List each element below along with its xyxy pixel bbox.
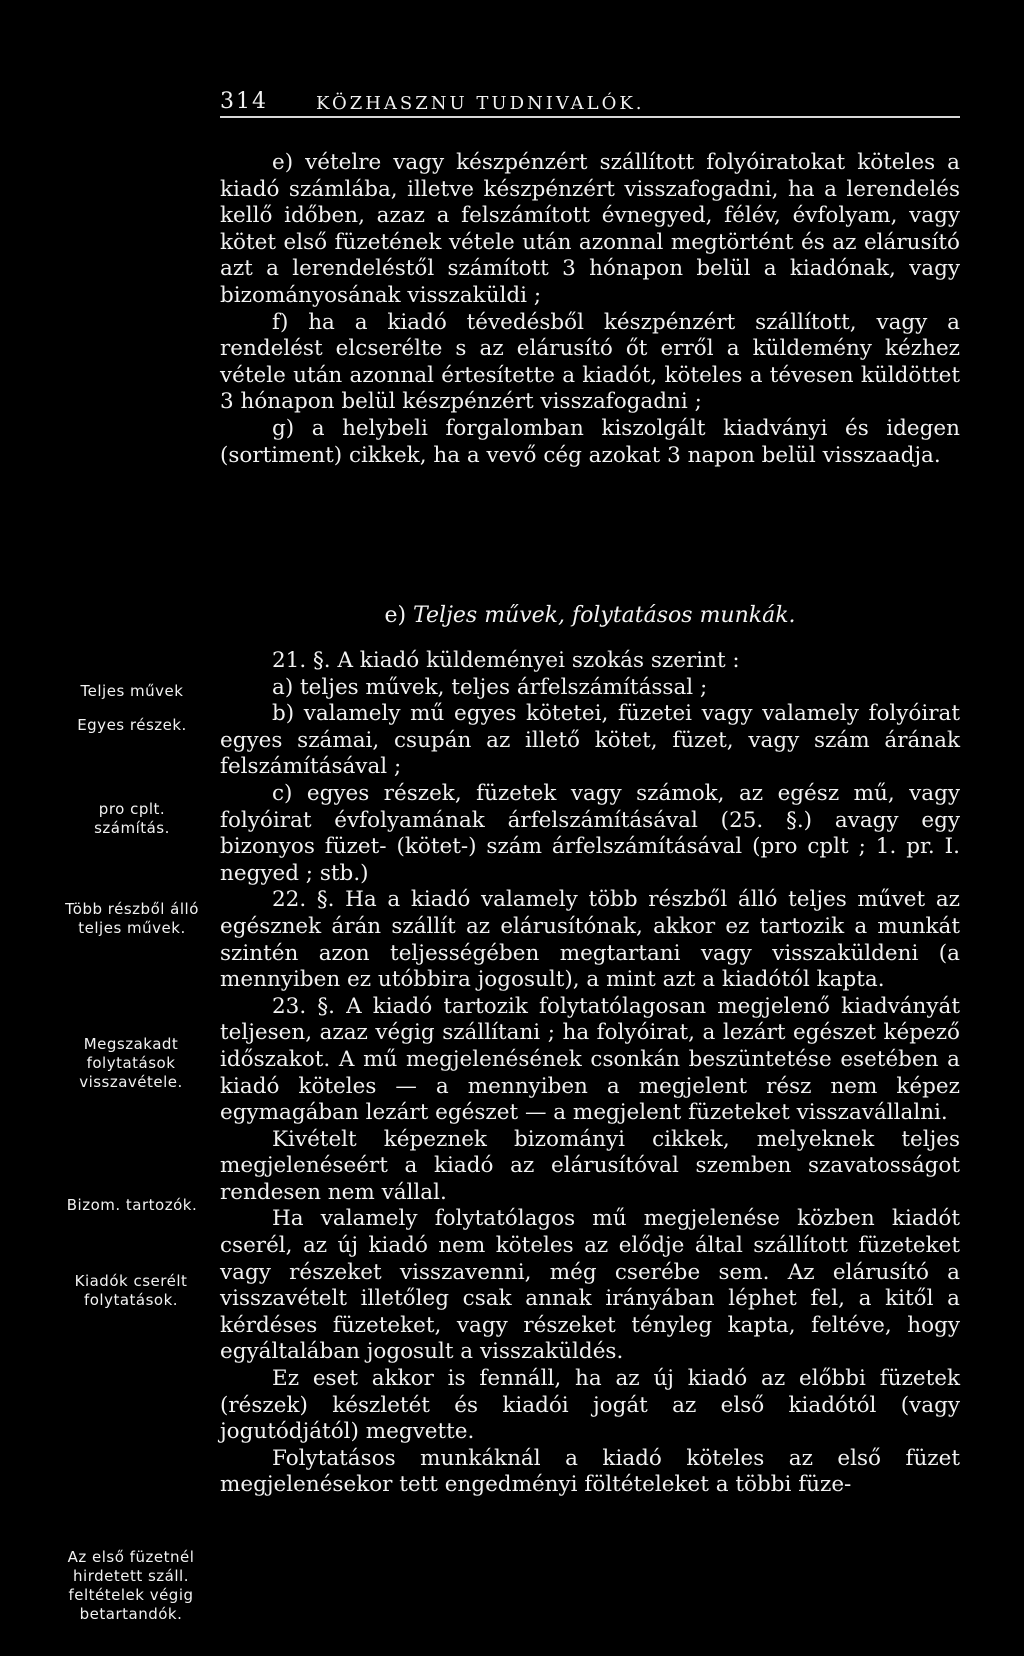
margin-note-megszakadt: Megszakadt folytatások visszavétele. <box>79 1035 183 1091</box>
top-text-block <box>220 150 960 469</box>
main-text-block <box>220 648 960 1499</box>
header-rule <box>220 116 960 118</box>
margin-note-elso-fuzet: Az első füzetnél hirdetett száll. feltételek végig betartandók. <box>67 1548 195 1623</box>
paragraph-ez-eset: Ez eset akkor is fennáll, ha az új kiadó az előbbi füzetek (részek) készletét és kiadói jogát az első kiadótól (vagy jogutódjától) megvette. <box>220 1366 960 1445</box>
section-heading <box>220 603 960 628</box>
paragraph-23: 23. §. A kiadó tartozik folytatólagosan megjelenő kiadványát teljesen, azaz végig szállítani ; ha folyóirat, a lezárt egészet képező időszakot. A mű megjelenésének csonkán beszüntetése esetében a kiadó köteles — a mennyiben a megjelent rész nem képez egymagában lezárt egészet — a megjelent füzeteket visszavállalni. <box>220 993 960 1126</box>
paragraph-kiadocsere: Ha valamely folytatólagos mű megjelenése közben kiadót cserél, az új kiadó nem köteles az elődje által szállított füzeteket vagy részeket visszavenni, még cserébe sem. Az elárusító a visszavételt illetőleg csak annak irányában léphet fel, a kitől a kérdéses füzeteket, vagy részeket tényleg kapta, feltéve, hogy egyáltalában jogosult a visszaküldés. <box>220 1206 960 1365</box>
paragraph-bizomany: Kivételt képeznek bizományi cikkek, melyeknek teljes megjelenéseért a kiadó az elárusítóval szemben szavatosságot rendesen nem vállal. <box>220 1126 960 1205</box>
section-heading-title: Teljes művek, folytatásos munkák. <box>413 603 796 628</box>
paragraph-folytatasos: Folytatásos munkáknál a kiadó köteles az első füzet megjelenésekor tett engedményi föltételeket a többi füze- <box>220 1445 960 1498</box>
margin-note-kiadok-csereltek: Kiadók cserélt folytatások. <box>74 1272 188 1309</box>
paragraph-g: g) a helybeli forgalomban kiszolgált kiadványi és idegen (sortiment) cikkek, ha a vevő cég azokat 3 napon belül visszaadja. <box>220 415 960 468</box>
margin-note-bizom-tartozok: Bizom. tartozók. <box>66 1196 198 1214</box>
margin-note-egyes-reszek: Egyes részek. <box>77 716 187 734</box>
running-title: KÖZHASZNU TUDNIVALÓK. <box>316 93 645 114</box>
paragraph-21-a: a) teljes művek, teljes árfelszámítással ; <box>272 674 708 700</box>
section-heading-prefix: e) <box>384 603 407 628</box>
margin-note-tobb-reszbol: Több részből álló teljes művek. <box>65 900 199 937</box>
page-header <box>220 74 960 114</box>
paragraph-f: f) ha a kiadó tévedésből készpénzért szállított, vagy a rendelést elcserélte s az elárusító őt erről a küldemény kézhez vétele után azonnal értesítette a kiadót, köteles a tévesen küldöttet 3 hónapon belül készpénzért visszafogadni ; <box>220 309 960 415</box>
paragraph-21-b: b) valamely mű egyes kötetei, füzetei vagy valamely folyóirat egyes számai, csupán az illető kötet, füzet, vagy szám árának felszámításával ; <box>220 701 960 780</box>
paragraph-21-c: c) egyes részek, füzetek vagy számok, az egész mű, vagy folyóirat évfolyamának árfelszámításával (25. §.) avagy egy bizonyos füzet- (kötet-) szám árfelszámításával (pro cplt ; 1. pr. I. negyed ; stb.) <box>220 780 960 886</box>
margin-note-pro-cplt: pro cplt. számítás. <box>94 800 170 837</box>
margin-note-teljes-muvek: Teljes művek <box>80 682 184 700</box>
paragraph-21: 21. §. A kiadó küldeményei szokás szerint : <box>272 648 740 673</box>
paragraph-22: 22. §. Ha a kiadó valamely több részből álló teljes művet az egésznek árán szállít az elárusítónak, akkor ez tartozik a munkát szintén azon teljességében megtartani vagy visszaküldeni (a mennyiben ez utóbbira jogosult), a mint azt a kiadótól kapta. <box>220 887 960 993</box>
paragraph-e: e) vételre vagy készpénzért szállított folyóiratokat köteles a kiadó számlába, illetve készpénzért visszafogadni, ha a lerendelés kellő időben, azaz a felszámított évnegyed, félév, évfolyam, vagy kötet első füzetének vétele után azonnal megtörtént és az elárusító azt a lerendeléstől számított 3 hónapon belül a kiadónak, vagy bizományosának visszaküldi ; <box>220 150 960 308</box>
page-number: 314 <box>220 89 268 114</box>
